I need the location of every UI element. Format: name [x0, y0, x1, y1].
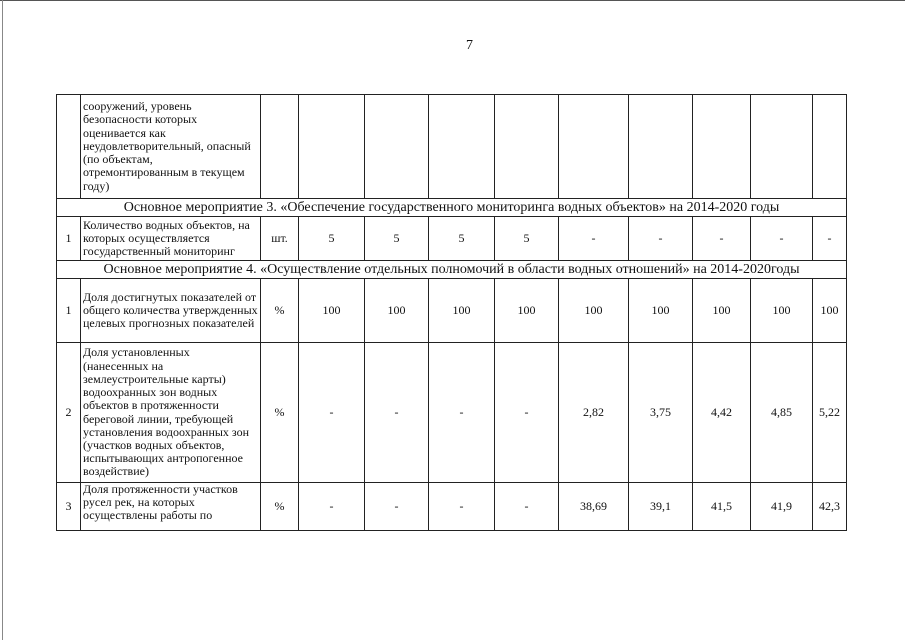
value-cell: -	[495, 483, 559, 531]
unit-cell: шт.	[261, 217, 299, 261]
value-cell: 100	[751, 279, 813, 343]
value-cell	[365, 95, 429, 199]
unit-cell: %	[261, 279, 299, 343]
value-cell: -	[429, 343, 495, 483]
value-cell	[629, 95, 693, 199]
value-cell: 100	[693, 279, 751, 343]
indicator-name: Доля установленных (нанесенных на землеустроительные карты) водоохранных зон водных объектов в протяженности береговой линии, требующей установления водоохранных зон (участков водных объектов, испытывающих антропогенное воздействие)	[81, 343, 261, 483]
value-cell: 41,9	[751, 483, 813, 531]
section-4-title: Основное мероприятие 4. «Осуществление отдельных полномочий в области водных отношений» на 2014-2020годы	[57, 261, 847, 279]
value-cell: -	[693, 217, 751, 261]
left-border-line	[2, 0, 3, 640]
value-cell: -	[299, 483, 365, 531]
table-row	[57, 95, 847, 199]
value-cell: -	[365, 343, 429, 483]
row-number: 1	[57, 217, 81, 261]
value-cell: -	[629, 217, 693, 261]
value-cell	[813, 95, 847, 199]
unit-cell: %	[261, 343, 299, 483]
row-number: 1	[57, 279, 81, 343]
indicators-table	[56, 94, 847, 531]
value-cell: 100	[495, 279, 559, 343]
section-header-row	[57, 261, 847, 279]
table-row	[57, 279, 847, 343]
value-cell: 5	[429, 217, 495, 261]
indicator-name: Количество водных объектов, на которых осуществляется государственный мониторинг	[81, 217, 261, 261]
value-cell: -	[429, 483, 495, 531]
value-cell: 3,75	[629, 343, 693, 483]
indicator-name: сооружений, уровень безопасности которых оценивается как неудовлетворительный, опасный (по объектам, отремонтированным в текущем году)	[81, 95, 261, 199]
value-cell: 5	[495, 217, 559, 261]
value-cell: 5	[299, 217, 365, 261]
value-cell	[559, 95, 629, 199]
value-cell	[693, 95, 751, 199]
unit-cell	[261, 95, 299, 199]
value-cell: 100	[559, 279, 629, 343]
top-border-line	[0, 0, 905, 1]
indicator-name: Доля протяженности участков русел рек, на которых осуществлены работы по	[81, 483, 261, 531]
value-cell: -	[495, 343, 559, 483]
value-cell: 5,22	[813, 343, 847, 483]
row-number: 3	[57, 483, 81, 531]
value-cell: 100	[813, 279, 847, 343]
value-cell: 41,5	[693, 483, 751, 531]
value-cell: 38,69	[559, 483, 629, 531]
value-cell: 2,82	[559, 343, 629, 483]
value-cell: 5	[365, 217, 429, 261]
value-cell: 100	[429, 279, 495, 343]
value-cell: -	[365, 483, 429, 531]
value-cell	[751, 95, 813, 199]
value-cell: -	[813, 217, 847, 261]
value-cell: -	[751, 217, 813, 261]
value-cell: 4,85	[751, 343, 813, 483]
value-cell: 42,3	[813, 483, 847, 531]
table-row	[57, 217, 847, 261]
value-cell: 4,42	[693, 343, 751, 483]
value-cell: 100	[629, 279, 693, 343]
indicator-name: Доля достигнутых показателей от общего количества утвержденных целевых прогнозных показателей	[81, 279, 261, 343]
value-cell: -	[559, 217, 629, 261]
page-number: 7	[466, 38, 473, 53]
value-cell	[429, 95, 495, 199]
section-header-row	[57, 199, 847, 217]
section-3-title: Основное мероприятие 3. «Обеспечение государственного мониторинга водных объектов» на 2014-2020 годы	[57, 199, 847, 217]
row-number	[57, 95, 81, 199]
unit-cell: %	[261, 483, 299, 531]
value-cell	[299, 95, 365, 199]
table-row	[57, 483, 847, 531]
row-number: 2	[57, 343, 81, 483]
value-cell: 39,1	[629, 483, 693, 531]
value-cell: 100	[299, 279, 365, 343]
table-row	[57, 343, 847, 483]
value-cell: -	[299, 343, 365, 483]
value-cell: 100	[365, 279, 429, 343]
value-cell	[495, 95, 559, 199]
